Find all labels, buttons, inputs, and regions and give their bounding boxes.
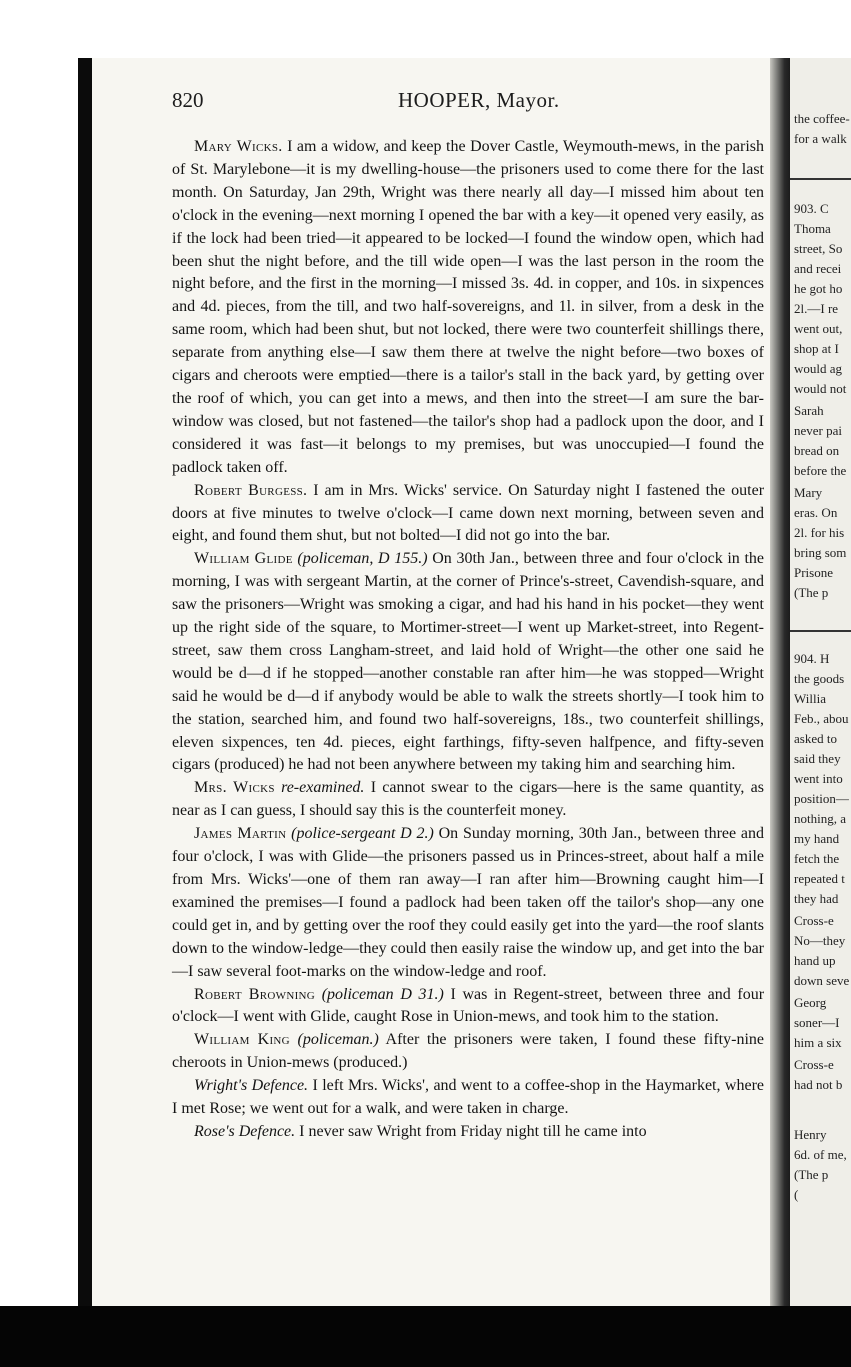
speaker-name: Mrs. Wicks: [194, 779, 275, 797]
facing-page-line: Thoma: [794, 221, 831, 236]
speaker-name: Robert Burgess.: [194, 481, 308, 499]
facing-page-line: nothing, a: [794, 811, 846, 826]
body-text: [172, 136, 764, 1144]
facing-page-rule: [790, 630, 851, 632]
facing-page-line: Prisone: [794, 565, 833, 580]
facing-page-line: down seve: [794, 973, 850, 988]
facing-page-line: 6d. of me,: [794, 1147, 847, 1162]
facing-page-line: went into: [794, 771, 843, 786]
facing-page-line: said they: [794, 751, 841, 766]
speaker-name: Mary Wicks.: [194, 138, 283, 155]
paragraph-text: I was in Regent-street, between three and four o'clock—I went with Glide, caught Rose in Union-mews, and took him to the station.: [172, 985, 765, 1026]
book-page: [92, 58, 782, 1308]
facing-page-line: shop at I: [794, 341, 839, 356]
facing-page-rule: [790, 178, 851, 180]
facing-page-line: (The p: [794, 585, 829, 600]
testimony-paragraph: [172, 548, 764, 777]
paragraph-text: I cannot swear to the cigars—here is the same quantity, as near as I can guess, I should say this is the counterfeit money.: [172, 779, 764, 820]
binding-edge: [78, 58, 92, 1308]
facing-page-line: they had: [794, 891, 839, 906]
facing-page-line: my hand: [794, 831, 840, 846]
defence-paragraph: [172, 1121, 764, 1144]
testimony-paragraph: [172, 136, 764, 480]
facing-page-line: repeated t: [794, 871, 845, 886]
speaker-name: Robert Browning: [194, 985, 316, 1003]
defence-heading: Rose's Defence.: [194, 1122, 296, 1140]
paragraph-text: I never saw Wright from Friday night till he came into: [299, 1122, 647, 1140]
facing-page-line: Sarah: [794, 403, 824, 418]
defence-paragraph: [172, 1075, 764, 1121]
testimony-paragraph: [172, 480, 764, 549]
speaker-note: (police-sergeant D 2.): [291, 825, 434, 843]
paragraph-text: After the prisoners were taken, I found these fifty-nine cheroots in Union-mews (produced.): [172, 1031, 765, 1072]
speaker-name: William King: [194, 1031, 290, 1049]
testimony-paragraph: [172, 823, 764, 983]
testimony-paragraph: [172, 1029, 764, 1075]
paragraph-text: I left Mrs. Wicks', and went to a coffee-shop in the Haymarket, where I met Rose; we went out for a walk, and were taken in charge.: [172, 1077, 765, 1118]
facing-page-line: him a six: [794, 1035, 842, 1050]
facing-page-line: bring som: [794, 545, 847, 560]
facing-page-line: No—they: [794, 933, 846, 948]
facing-page-line: Willia: [794, 691, 826, 706]
facing-page-line: would ag: [794, 361, 843, 376]
facing-page-line: asked to: [794, 731, 837, 746]
facing-page-line: Cross-e: [794, 1057, 834, 1072]
facing-page-line: and recei: [794, 261, 842, 276]
facing-page-line: eras. On: [794, 505, 838, 520]
paragraph-text: On Sunday morning, 30th Jan., between three and four o'clock, I was with Glide—the prisoners passed us in Princes-street, about half a mile from Mrs. Wicks'—one of them ran away—I ran after him—Browning caught him—I examined the premises—I found a padlock had been taken off the tailor's shop—any one could get in, and by getting over the roof they could easily get into the yard—the roof slants down to the window-ledge—they could then easily raise the window up, and get into the bar—I saw several foot-marks on the window-ledge and roof.: [172, 825, 764, 980]
facing-page-line: Georg: [794, 995, 827, 1010]
facing-page-line: had not b: [794, 1077, 843, 1092]
facing-page-line: position—: [794, 791, 849, 806]
facing-page-line: for a walk: [794, 131, 847, 146]
facing-page-line: before the: [794, 463, 847, 478]
testimony-paragraph: [172, 777, 764, 823]
facing-page-edge: [790, 58, 851, 1308]
facing-page-line: Feb., abou: [794, 711, 849, 726]
facing-page-line: (: [794, 1187, 799, 1202]
scan-margin-left: [0, 58, 90, 1308]
running-head: [172, 88, 764, 118]
speaker-note: (policeman D 31.): [321, 985, 444, 1003]
facing-page-line: would not: [794, 381, 847, 396]
paragraph-text: I am a widow, and keep the Dover Castle, Weymouth-mews, in the parish of St. Marylebone—it is my dwelling-house—the prisoners used to come there for the last month. On Saturday, Jan 29th, Wright was there nearly all day—I missed him about ten o'clock in the evening—next morning I opened the bar with a key—it opened very easily, as if the lock had been tried—it appeared to be locked—I found the window open, which had been shut the night before, and the till wide open—I was the last person in the room the night before, and the first in the morning—I missed 3s. 4d. in copper, and 10s. in sixpences and 4d. pieces, from the till, and two half-sovereigns, and 1l. in silver, from a desk in the same room, which had been shut, but not locked, there were two counterfeit shillings there, separate from anything else—I saw them there at twelve the night before—two boxes of cigars and cheroots were emptied—there is a tailor's stall in the back yard, by getting over the roof of which, you can get into a mews, and then into the street—I am sure the bar-window was closed, but not fastened—the tailor's shop had a padlock upon the door, and I considered it was fast—it belongs to my premises, but was unoccupied—I found the padlock taken off.: [172, 138, 764, 476]
facing-page-line: 2l.—I re: [794, 301, 839, 316]
paragraph-text: I am in Mrs. Wicks' service. On Saturday night I fastened the outer doors at five minutes to twelve o'clock—I came down next morning, between seven and eight, and found them shut, but not bolted—I did not go into the bar.: [172, 481, 765, 545]
speaker-note: re-examined.: [281, 779, 365, 797]
facing-page-line: street, So: [794, 241, 843, 256]
facing-page-line: 904. H: [794, 651, 830, 666]
facing-page-line: the coffee-: [794, 111, 850, 126]
facing-page-line: the goods: [794, 671, 845, 686]
defence-heading: Wright's Defence.: [194, 1077, 309, 1095]
facing-page-line: fetch the: [794, 851, 840, 866]
facing-page-line: 903. C: [794, 201, 829, 216]
speaker-note: (policeman.): [297, 1031, 379, 1049]
facing-page-line: Mary: [794, 485, 823, 500]
scan-margin-top: [0, 0, 851, 58]
speaker-name: James Martin: [194, 825, 287, 843]
facing-page-line: Henry: [794, 1127, 827, 1142]
facing-page-line: 2l. for his: [794, 525, 845, 540]
scan-margin-bottom: [0, 1306, 851, 1367]
facing-page-line: went out,: [794, 321, 843, 336]
speaker-name: William Glide: [194, 550, 293, 568]
facing-page-line: Cross-e: [794, 913, 834, 928]
speaker-note: (policeman, D 155.): [297, 550, 428, 568]
paragraph-text: On 30th Jan., between three and four o'clock in the morning, I was with sergeant Martin, at the corner of Prince's-street, Cavendish-square, and saw the prisoners—Wright was smoking a cigar, and had his hand in his pocket—they went up the right side of the square, to Mortimer-street—I went up Market-street, into Regent-street, saw them cross Langham-street, and laid hold of Wright—the other one said he would be d—d if he stopped—another constable ran after him—he was stopped—Wright said he would be d—d if anybody would be able to walk the streets shortly—I took him to the station, searched him, and found two half-sovereigns, 18s., two counterfeit shillings, eleven sixpences, ten 4d. pieces, eight farthings, fifty-seven halfpence, and fifty-seven cigars (produced) he had not been anywhere between my taking him and searching him.: [172, 550, 765, 774]
facing-page-line: never pai: [794, 423, 843, 438]
facing-page-line: he got ho: [794, 281, 843, 296]
facing-page-line: hand up: [794, 953, 836, 968]
facing-page-line: soner—I: [794, 1015, 840, 1030]
page-header: HOOPER, Mayor.: [398, 88, 560, 112]
facing-page-line: bread on: [794, 443, 840, 458]
facing-page-line: (The p: [794, 1167, 829, 1182]
page-number: 820: [172, 88, 204, 112]
testimony-paragraph: [172, 984, 764, 1030]
